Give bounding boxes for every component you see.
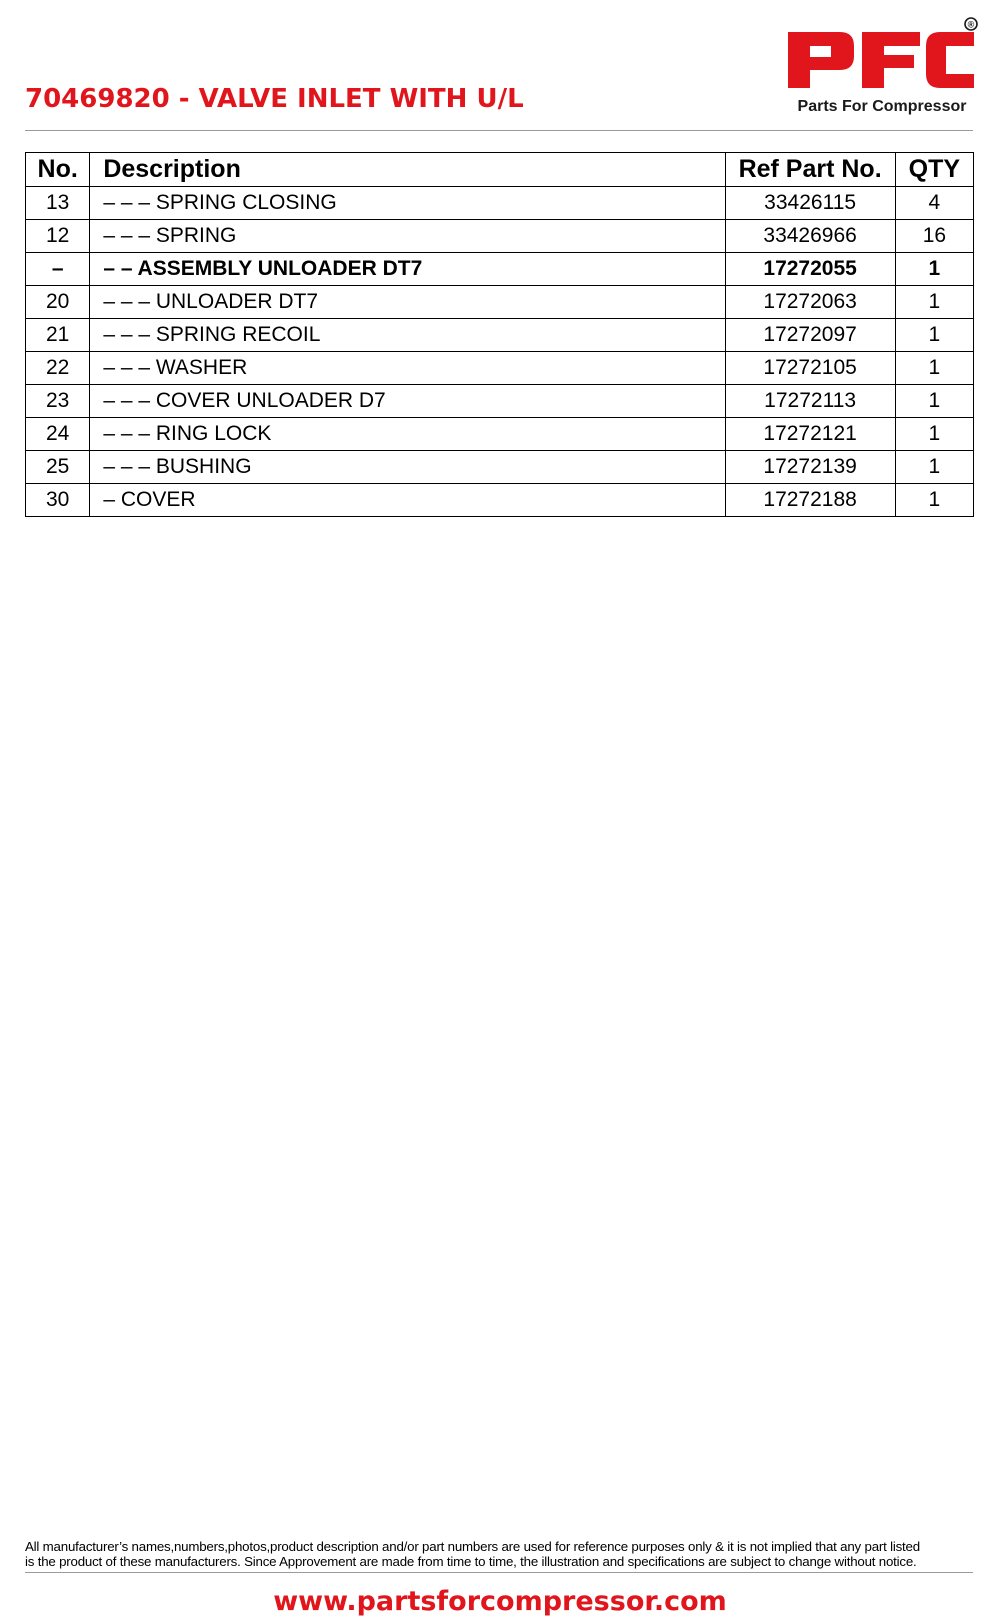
table-row [26,451,974,484]
cell-description: – – – RING LOCK [90,418,725,451]
cell-qty: 1 [895,286,973,319]
cell-description: – – – WASHER [90,352,725,385]
parts-table [25,152,974,517]
cell-description: – – – UNLOADER DT7 [90,286,725,319]
svg-text:®: ® [967,19,975,30]
cell-description: – – – SPRING [90,220,725,253]
disclaimer-line: is the product of these manufacturers. Since Approvement are made from time to time, the illustration and specifications are subject to change without notice. [25,1554,917,1569]
footer-divider [25,1572,973,1573]
cell-ref-part-no: 17272139 [725,451,895,484]
cell-no: 22 [26,352,90,385]
column-header-qty: QTY [895,153,973,187]
logo-tagline: Parts For Compressor [797,98,967,115]
header-divider [25,130,973,131]
table-row [26,484,974,517]
cell-ref-part-no: 17272097 [725,319,895,352]
cell-ref-part-no: 17272063 [725,286,895,319]
cell-qty: 1 [895,484,973,517]
table-row [26,187,974,220]
pfc-logo-wordmark-icon [788,14,978,98]
cell-description: – – – SPRING RECOIL [90,319,725,352]
cell-ref-part-no: 17272105 [725,352,895,385]
page-title: 70469820 - VALVE INLET WITH U/L [25,84,524,114]
table-row [26,286,974,319]
cell-qty: 4 [895,187,973,220]
cell-no: 12 [26,220,90,253]
cell-ref-part-no: 33426115 [725,187,895,220]
cell-qty: 1 [895,385,973,418]
cell-description: – – ASSEMBLY UNLOADER DT7 [90,253,725,286]
column-header-ref-part-no: Ref Part No. [725,153,895,187]
cell-description: – COVER [90,484,725,517]
cell-description: – – – SPRING CLOSING [90,187,725,220]
table-row [26,319,974,352]
table-row [26,352,974,385]
cell-qty: 1 [895,418,973,451]
cell-ref-part-no: 17272188 [725,484,895,517]
table-header-row [26,153,974,187]
cell-description: – – – BUSHING [90,451,725,484]
cell-qty: 1 [895,451,973,484]
cell-ref-part-no: 17272121 [725,418,895,451]
cell-no: 24 [26,418,90,451]
website-link[interactable]: www.partsforcompressor.com [273,1586,727,1617]
column-header-description: Description [90,153,725,187]
table-row [26,385,974,418]
cell-no: 30 [26,484,90,517]
cell-qty: 1 [895,319,973,352]
disclaimer [25,1539,985,1569]
cell-no: – [26,253,90,286]
pfc-logo [788,14,978,118]
cell-qty: 1 [895,352,973,385]
cell-qty: 16 [895,220,973,253]
cell-no: 25 [26,451,90,484]
cell-no: 21 [26,319,90,352]
cell-no: 20 [26,286,90,319]
disclaimer-line: All manufacturer’s names,numbers,photos,product description and/or part numbers are used for reference purposes only & it is not implied that any part listed [25,1539,920,1554]
cell-no: 23 [26,385,90,418]
table-row-assembly [26,253,974,286]
column-header-no: No. [26,153,90,187]
cell-description: – – – COVER UNLOADER D7 [90,385,725,418]
table-row [26,220,974,253]
cell-ref-part-no: 17272113 [725,385,895,418]
cell-qty: 1 [895,253,973,286]
cell-ref-part-no: 33426966 [725,220,895,253]
cell-no: 13 [26,187,90,220]
table-row [26,418,974,451]
cell-ref-part-no: 17272055 [725,253,895,286]
